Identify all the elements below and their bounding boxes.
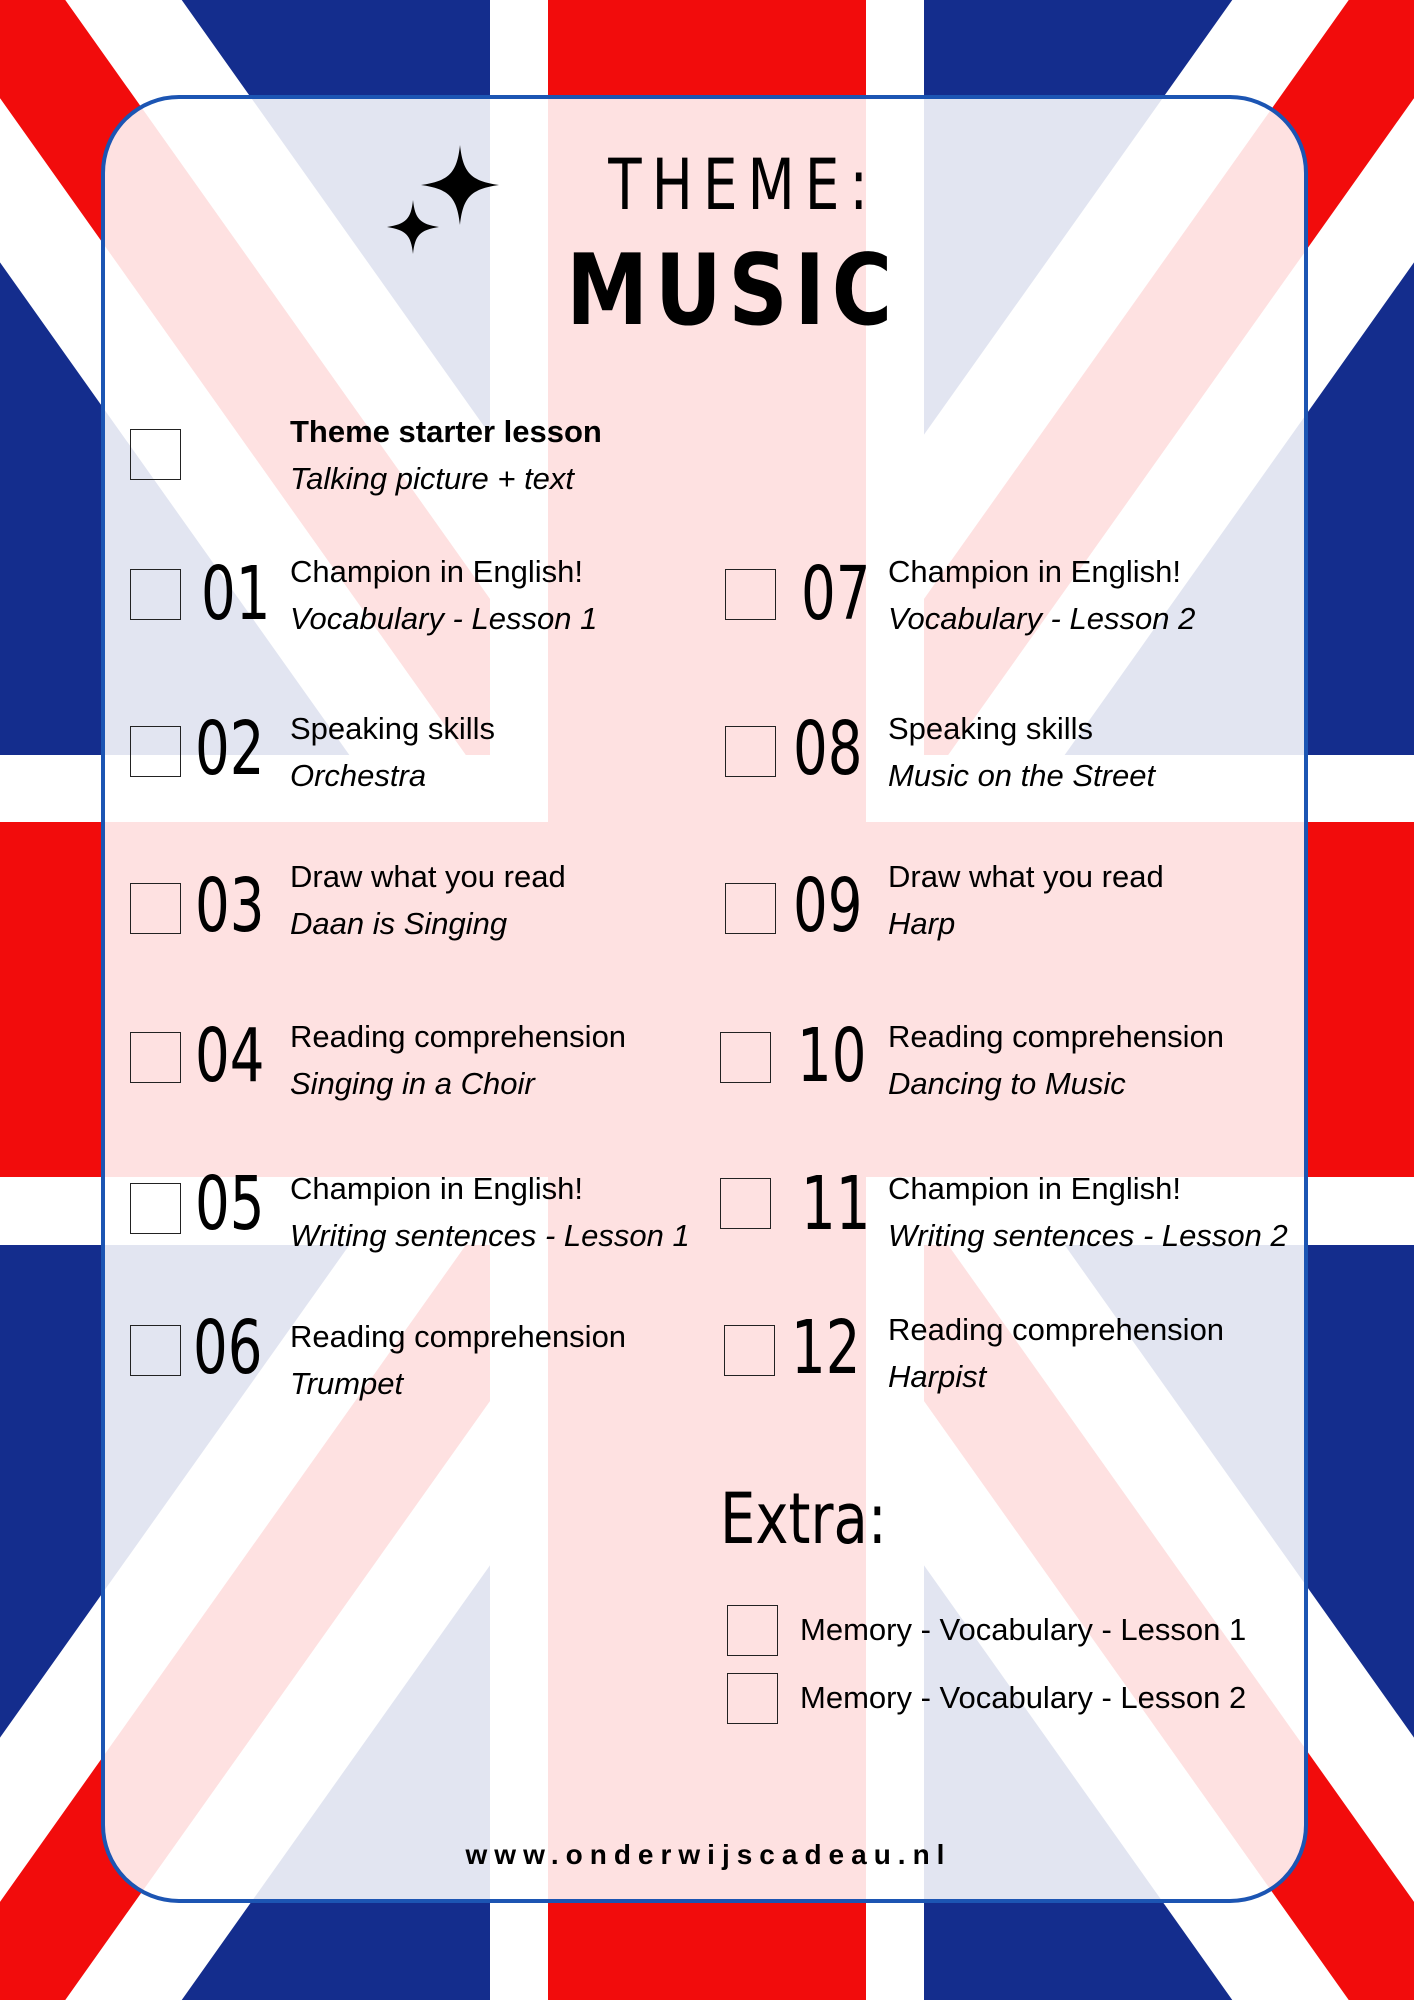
checkbox-lesson-12[interactable] <box>724 1325 775 1376</box>
starter-title: Theme starter lesson <box>290 414 602 449</box>
lesson-subtitle: Orchestra <box>290 758 427 793</box>
lesson-number: 03 <box>195 863 265 949</box>
lesson-subtitle: Music on the Street <box>888 758 1156 793</box>
checkbox-lesson-06[interactable] <box>130 1325 181 1376</box>
lesson-subtitle: Vocabulary - Lesson 2 <box>888 601 1196 636</box>
lesson-subtitle: Vocabulary - Lesson 1 <box>290 601 598 636</box>
lesson-title: Champion in English! <box>888 1171 1181 1206</box>
lesson-title: Speaking skills <box>290 711 496 746</box>
checkbox-lesson-04[interactable] <box>130 1032 181 1083</box>
checkbox-starter[interactable] <box>130 429 181 480</box>
extra-heading: Extra: <box>720 1478 887 1560</box>
extra-item: Memory - Vocabulary - Lesson 1 <box>800 1612 1247 1647</box>
lesson-number: 09 <box>793 863 863 949</box>
checkbox-extra-1[interactable] <box>727 1605 778 1656</box>
extra-item: Memory - Vocabulary - Lesson 2 <box>800 1680 1247 1715</box>
checkbox-lesson-08[interactable] <box>725 726 776 777</box>
checkbox-extra-2[interactable] <box>727 1673 778 1724</box>
lesson-number: 05 <box>195 1161 265 1247</box>
lesson-title: Champion in English! <box>888 554 1181 589</box>
lesson-number: 01 <box>201 551 271 637</box>
lesson-number: 11 <box>801 1161 871 1247</box>
checkbox-lesson-07[interactable] <box>725 569 776 620</box>
lesson-number: 12 <box>791 1305 861 1391</box>
lesson-number: 04 <box>195 1013 265 1099</box>
checkbox-lesson-01[interactable] <box>130 569 181 620</box>
lesson-number: 07 <box>801 551 871 637</box>
lesson-subtitle: Writing sentences - Lesson 2 <box>888 1218 1288 1253</box>
lesson-title: Champion in English! <box>290 1171 583 1206</box>
lesson-subtitle: Daan is Singing <box>290 906 508 941</box>
lesson-number: 10 <box>797 1013 867 1099</box>
lesson-title: Champion in English! <box>290 554 583 589</box>
checkbox-lesson-10[interactable] <box>720 1032 771 1083</box>
lesson-subtitle: Harpist <box>888 1359 987 1394</box>
lesson-checklist-card <box>101 95 1308 1903</box>
lesson-subtitle: Harp <box>888 906 956 941</box>
lesson-title: Speaking skills <box>888 711 1094 746</box>
lesson-number: 06 <box>193 1305 263 1391</box>
lesson-title: Reading comprehension <box>888 1019 1225 1054</box>
theme-label: THEME: <box>608 144 879 226</box>
footer-url: www.onderwijscadeau.nl <box>465 1839 952 1870</box>
checkbox-lesson-09[interactable] <box>725 883 776 934</box>
checkbox-lesson-02[interactable] <box>130 726 181 777</box>
lesson-subtitle: Trumpet <box>290 1366 404 1401</box>
lesson-title: Reading comprehension <box>888 1312 1225 1347</box>
starter-subtitle: Talking picture + text <box>290 461 575 496</box>
lesson-title: Draw what you read <box>888 859 1164 894</box>
lesson-title: Draw what you read <box>290 859 566 894</box>
lesson-title: Reading comprehension <box>290 1319 627 1354</box>
lesson-number: 08 <box>793 706 863 792</box>
lesson-subtitle: Writing sentences - Lesson 1 <box>290 1218 690 1253</box>
checkbox-lesson-03[interactable] <box>130 883 181 934</box>
checkbox-lesson-11[interactable] <box>720 1178 771 1229</box>
lesson-number: 02 <box>195 706 265 792</box>
checkbox-lesson-05[interactable] <box>130 1183 181 1234</box>
theme-title: MUSIC <box>566 234 899 348</box>
lesson-title: Reading comprehension <box>290 1019 627 1054</box>
lesson-subtitle: Singing in a Choir <box>290 1066 535 1101</box>
lesson-subtitle: Dancing to Music <box>888 1066 1126 1101</box>
